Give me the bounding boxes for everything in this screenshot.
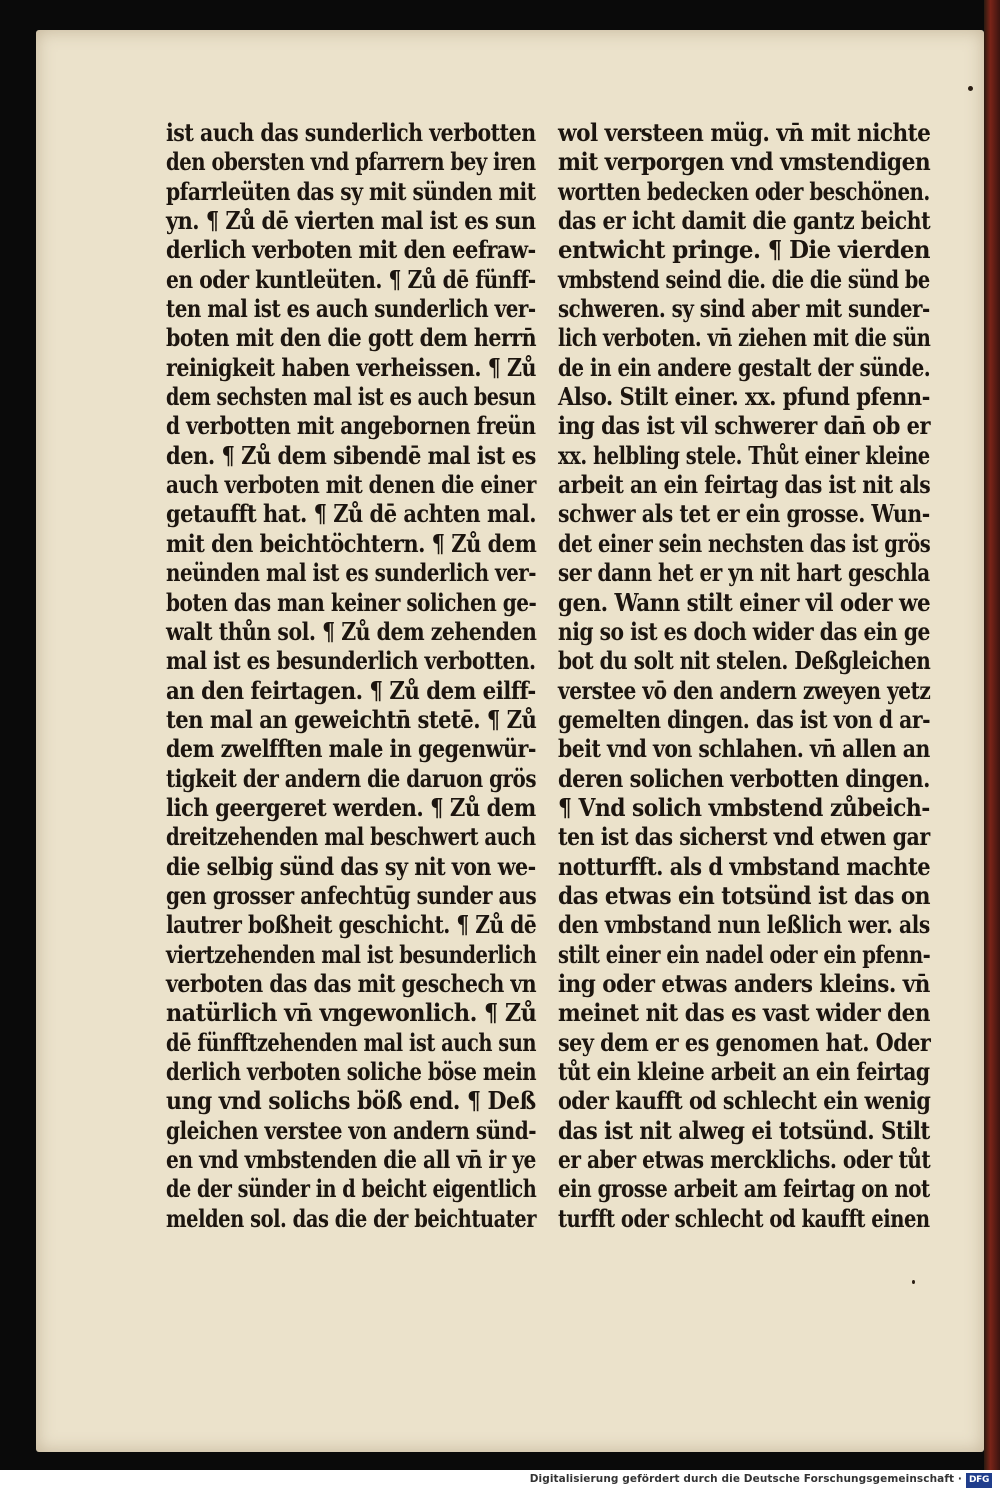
text-line: ten mal ist es auch sunderlich ver- bbox=[166, 294, 536, 324]
funding-credit: Digitalisierung gefördert durch die Deutsche Forschungsgemeinschaft · bbox=[529, 1473, 962, 1485]
text-line: deren solichen verbotten dingen. bbox=[558, 763, 930, 793]
text-line: lich verboten. vn̄ ziehen mit die sün bbox=[558, 323, 931, 353]
text-line: ten mal an geweichtn̄ stetē. ¶ Zů bbox=[166, 704, 537, 734]
text-line: er aber etwas mercklichs. oder tůt bbox=[558, 1145, 931, 1175]
text-line: neünden mal ist es sunderlich ver- bbox=[166, 558, 536, 588]
text-line: ein grosse arbeit am feirtag on not bbox=[558, 1174, 930, 1204]
text-line: boten das man keiner solichen ge- bbox=[166, 587, 537, 617]
text-line: bot du solt nit stelen. Deßgleichen bbox=[558, 646, 931, 676]
text-line: mit den beichtöchtern. ¶ Zů dem bbox=[166, 528, 537, 558]
text-line: melden sol. das die der beichtuater bbox=[166, 1203, 536, 1233]
text-line: ing oder etwas anders kleins. vn̄ bbox=[558, 968, 930, 998]
ink-speck bbox=[968, 86, 973, 91]
text-line: en vnd vmbstenden die all vn̄ ir ye bbox=[166, 1145, 536, 1175]
text-line: arbeit an ein feirtag das ist nit als bbox=[558, 470, 931, 500]
text-line: sey dem er es genomen hat. Oder bbox=[558, 1027, 931, 1057]
text-line: d verbotten mit angebornen freün bbox=[166, 411, 536, 441]
text-line: entwicht pringe. ¶ Die vierden bbox=[558, 235, 930, 265]
dfg-logo: DFG bbox=[966, 1473, 992, 1488]
text-line: wortten bedecken oder beschönen. bbox=[558, 176, 930, 206]
text-line: das ist nit alweg ei totsünd. Stilt bbox=[558, 1115, 930, 1145]
text-line: das etwas ein totsünd ist das on bbox=[558, 880, 931, 910]
text-line: an den feirtagen. ¶ Zů dem eilff- bbox=[166, 675, 536, 705]
text-line: gleichen verstee von andern sünd- bbox=[166, 1115, 537, 1145]
text-line: die selbig sünd das sy nit von we- bbox=[166, 851, 536, 881]
text-line: Also. Stilt einer. xx. pfund pfenn- bbox=[558, 382, 930, 412]
text-line: ung vnd solichs böß end. ¶ Deß bbox=[166, 1086, 536, 1116]
ink-speck bbox=[912, 1280, 915, 1284]
text-line: tůt ein kleine arbeit an ein feirtag bbox=[558, 1057, 930, 1086]
text-line: dem zwelfften male in gegenwür- bbox=[166, 734, 536, 764]
text-line: vmbstend seind die. die die sünd be bbox=[558, 264, 930, 294]
text-line: den obersten vnd pfarrern bey iren bbox=[166, 147, 536, 177]
text-line: dē fünfftzehenden mal ist auch sun bbox=[166, 1027, 537, 1057]
text-line: beit vnd von schlahen. vn̄ allen an bbox=[558, 734, 930, 764]
text-line: walt thůn sol. ¶ Zů dem zehenden bbox=[166, 616, 537, 646]
text-line: derlich verboten mit den eefraw- bbox=[166, 235, 536, 265]
text-line: ist auch das sunderlich verbotten bbox=[166, 118, 536, 147]
text-column-right bbox=[558, 118, 930, 1233]
text-line: schwer als tet er ein grosse. Wun- bbox=[558, 499, 930, 529]
text-line: mal ist es besunderlich verbotten. bbox=[166, 646, 536, 676]
text-line: det einer sein nechsten das ist grös bbox=[558, 528, 931, 558]
text-line: wol versteen müg. vn̄ mit nichte bbox=[558, 118, 931, 147]
text-line: gen grosser anfechtūg sunder aus bbox=[166, 880, 537, 910]
text-line: boten mit den die gott dem herrn̄ bbox=[166, 323, 537, 353]
text-line: ser dann het er yn nit hart geschla bbox=[558, 558, 930, 588]
text-line: en oder kuntleüten. ¶ Zů dē fünff- bbox=[166, 264, 536, 294]
text-column-left bbox=[166, 118, 536, 1233]
text-line: den. ¶ Zů dem sibendē mal ist es bbox=[166, 440, 536, 470]
text-line: xx. helbling stele. Thůt einer kleine bbox=[558, 440, 930, 470]
text-line: das er icht damit die gantz beicht bbox=[558, 206, 931, 236]
text-line: reinigkeit haben verheissen. ¶ Zů bbox=[166, 352, 537, 382]
text-line: tigkeit der andern die daruon grös bbox=[166, 763, 537, 793]
text-line: verboten das das mit geschech vn bbox=[166, 968, 537, 998]
text-line: verstee vō den andern zweyen yetz bbox=[558, 675, 931, 705]
text-line: nig so ist es doch wider das ein ge bbox=[558, 616, 930, 646]
footer-bar bbox=[0, 1470, 1000, 1491]
text-line: gen. Wann stilt einer vil oder we bbox=[558, 587, 931, 617]
text-line: stilt einer ein nadel oder ein pfenn- bbox=[558, 939, 931, 969]
text-line: turfft oder schlecht od kaufft einen bbox=[558, 1203, 930, 1233]
text-line: auch verboten mit denen die einer bbox=[166, 470, 536, 500]
text-line: lautrer boßheit geschicht. ¶ Zů dē bbox=[166, 910, 537, 940]
text-line: de der sünder in d beicht eigentlich bbox=[166, 1174, 537, 1204]
text-line: pfarrleüten das sy mit sünden mit bbox=[166, 176, 536, 206]
text-line: oder kaufft od schlecht ein wenig bbox=[558, 1086, 931, 1116]
text-line: gemelten dingen. das ist von d ar- bbox=[558, 704, 931, 734]
text-line: yn. ¶ Zů dē vierten mal ist es sun bbox=[166, 206, 536, 236]
text-line: ¶ Vnd solich vmbstend zůbeich- bbox=[558, 792, 930, 822]
text-line: schweren. sy sind aber mit sunder- bbox=[558, 294, 930, 324]
text-line: ten ist das sicherst vnd etwen gar bbox=[558, 822, 930, 852]
text-line: lich geergeret werden. ¶ Zů dem bbox=[166, 792, 536, 822]
text-line: mit verporgen vnd vmstendigen bbox=[558, 147, 931, 177]
text-line: getaufft hat. ¶ Zů dē achten mal. bbox=[166, 499, 536, 529]
text-line: notturfft. als d vmbstand machte bbox=[558, 851, 931, 881]
text-line: dreitzehenden mal beschwert auch bbox=[166, 822, 536, 852]
text-line: derlich verboten soliche böse mein bbox=[166, 1057, 537, 1086]
text-line: meinet nit das es vast wider den bbox=[558, 998, 930, 1028]
text-line: natürlich vn̄ vngewonlich. ¶ Zů bbox=[166, 998, 537, 1028]
text-line: de in ein andere gestalt der sünde. bbox=[558, 352, 931, 382]
text-line: ing das ist vil schwerer dan̄ ob er bbox=[558, 411, 931, 441]
text-line: den vmbstand nun leßlich wer. als bbox=[558, 910, 930, 940]
text-line: dem sechsten mal ist es auch besun bbox=[166, 382, 536, 412]
page-edge bbox=[984, 0, 1000, 1470]
text-line: viertzehenden mal ist besunderlich bbox=[166, 939, 537, 969]
